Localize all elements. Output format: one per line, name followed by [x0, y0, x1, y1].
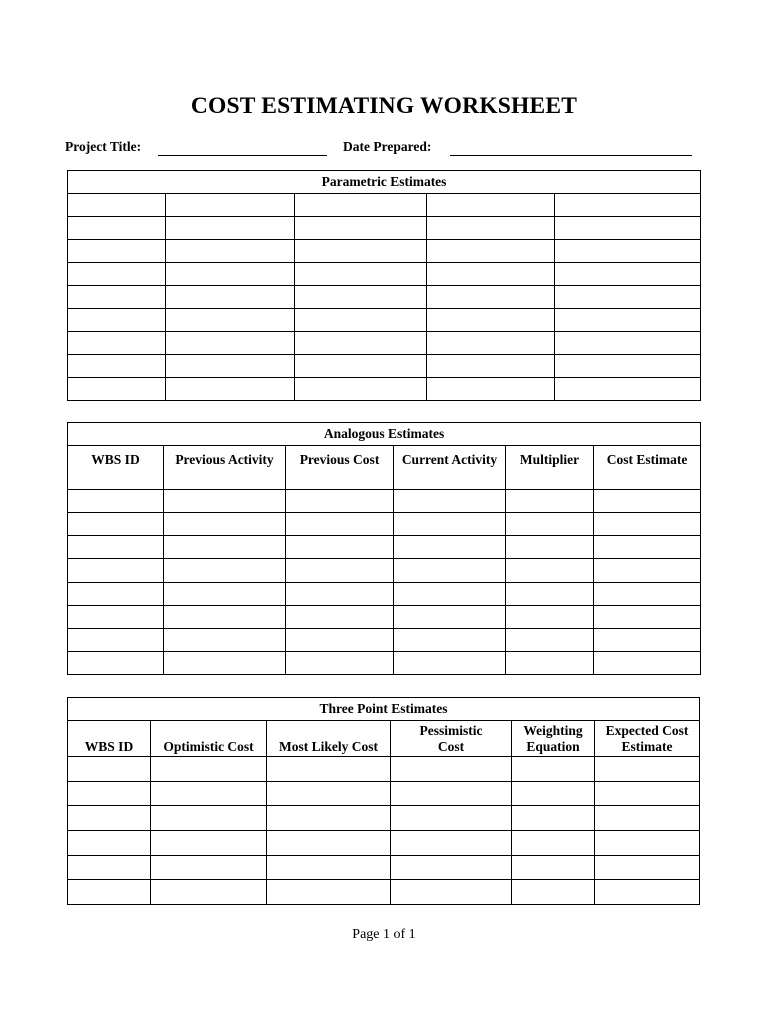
input-cell[interactable] [394, 605, 506, 628]
input-cell[interactable] [151, 806, 267, 831]
table-row [68, 263, 701, 286]
input-cell[interactable] [506, 605, 594, 628]
input-cell[interactable] [164, 559, 286, 582]
input-cell[interactable] [151, 855, 267, 880]
date-prepared-label: Date Prepared: [343, 139, 432, 154]
input-cell[interactable] [512, 757, 595, 782]
input-cell[interactable] [68, 605, 164, 628]
table-row [68, 855, 700, 880]
input-cell[interactable] [555, 240, 701, 263]
input-cell[interactable] [394, 536, 506, 559]
input-cell[interactable] [427, 378, 555, 401]
input-cell[interactable] [594, 513, 701, 536]
input-cell[interactable] [394, 490, 506, 513]
input-cell[interactable] [68, 378, 166, 401]
input-cell[interactable] [512, 781, 595, 806]
input-cell[interactable] [286, 513, 394, 536]
input-cell[interactable] [286, 559, 394, 582]
input-cell[interactable] [555, 355, 701, 378]
input-cell[interactable] [594, 651, 701, 674]
input-cell[interactable] [394, 513, 506, 536]
input-cell[interactable] [68, 757, 151, 782]
input-cell[interactable] [391, 830, 512, 855]
input-cell[interactable] [594, 536, 701, 559]
input-cell[interactable] [295, 332, 427, 355]
input-cell[interactable] [295, 309, 427, 332]
input-cell[interactable] [391, 781, 512, 806]
three-point-header-most-likely-cost: Most Likely Cost [267, 721, 391, 757]
table-row [68, 651, 701, 674]
input-cell[interactable] [164, 582, 286, 605]
input-cell[interactable] [295, 286, 427, 309]
input-cell[interactable] [68, 628, 164, 651]
input-cell[interactable] [68, 880, 151, 905]
input-cell[interactable] [555, 286, 701, 309]
input-cell[interactable] [68, 490, 164, 513]
input-cell[interactable] [594, 559, 701, 582]
table-row [68, 605, 701, 628]
input-cell[interactable] [391, 806, 512, 831]
input-cell[interactable] [594, 628, 701, 651]
input-cell[interactable] [295, 378, 427, 401]
parametric-caption: Parametric Estimates [68, 171, 701, 194]
three-point-header-expected-cost-estimate: Expected Cost Estimate [595, 721, 700, 757]
three-point-header-weighting-equation: Weighting Equation [512, 721, 595, 757]
input-cell[interactable] [68, 582, 164, 605]
input-cell[interactable] [391, 855, 512, 880]
table-row [68, 559, 701, 582]
input-cell[interactable] [512, 880, 595, 905]
analogous-header-previous-cost: Previous Cost [286, 446, 394, 490]
input-cell[interactable] [295, 194, 427, 217]
input-cell[interactable] [68, 355, 166, 378]
input-cell[interactable] [594, 582, 701, 605]
input-cell[interactable] [391, 757, 512, 782]
input-cell[interactable] [394, 651, 506, 674]
input-cell[interactable] [295, 217, 427, 240]
page-title: COST ESTIMATING WORKSHEET [190, 93, 578, 119]
table-row [68, 582, 701, 605]
input-cell[interactable] [595, 757, 700, 782]
table-row [68, 757, 700, 782]
input-cell[interactable] [595, 880, 700, 905]
input-cell[interactable] [512, 806, 595, 831]
analogous-caption: Analogous Estimates [68, 423, 701, 446]
three-point-body [68, 757, 700, 905]
parametric-body [68, 194, 701, 401]
input-cell[interactable] [164, 513, 286, 536]
project-title-field[interactable] [158, 155, 327, 156]
input-cell[interactable] [394, 582, 506, 605]
table-row [68, 628, 701, 651]
table-row [68, 880, 700, 905]
input-cell[interactable] [427, 309, 555, 332]
analogous-header-current-activity: Current Activity [394, 446, 506, 490]
input-cell[interactable] [267, 855, 391, 880]
analogous-header-cost-estimate: Cost Estimate [594, 446, 701, 490]
input-cell[interactable] [286, 651, 394, 674]
three-point-estimates-table [67, 697, 700, 905]
input-cell[interactable] [68, 263, 166, 286]
input-cell[interactable] [394, 628, 506, 651]
input-cell[interactable] [595, 806, 700, 831]
table-row [68, 286, 701, 309]
input-cell[interactable] [506, 536, 594, 559]
table-row [68, 309, 701, 332]
parametric-estimates-table [67, 170, 701, 401]
input-cell[interactable] [267, 781, 391, 806]
input-cell[interactable] [295, 355, 427, 378]
input-cell[interactable] [286, 582, 394, 605]
input-cell[interactable] [166, 217, 295, 240]
three-point-header-pessimistic-cost: Pessimistic Cost [391, 721, 512, 757]
input-cell[interactable] [595, 855, 700, 880]
input-cell[interactable] [164, 605, 286, 628]
input-cell[interactable] [512, 830, 595, 855]
input-cell[interactable] [555, 217, 701, 240]
three-point-header-wbs-id: WBS ID [68, 721, 151, 757]
input-cell[interactable] [68, 194, 166, 217]
input-cell[interactable] [267, 830, 391, 855]
input-cell[interactable] [267, 880, 391, 905]
input-cell[interactable] [427, 332, 555, 355]
input-cell[interactable] [68, 332, 166, 355]
input-cell[interactable] [295, 263, 427, 286]
input-cell[interactable] [68, 781, 151, 806]
table-row [68, 355, 701, 378]
input-cell[interactable] [68, 536, 164, 559]
analogous-estimates-table [67, 422, 701, 675]
table-row [68, 194, 701, 217]
table-row [68, 536, 701, 559]
input-cell[interactable] [595, 830, 700, 855]
input-cell[interactable] [151, 830, 267, 855]
table-row [68, 830, 700, 855]
input-cell[interactable] [164, 628, 286, 651]
table-row [68, 490, 701, 513]
input-cell[interactable] [506, 559, 594, 582]
input-cell[interactable] [506, 628, 594, 651]
input-cell[interactable] [286, 605, 394, 628]
input-cell[interactable] [166, 378, 295, 401]
input-cell[interactable] [68, 559, 164, 582]
input-cell[interactable] [166, 286, 295, 309]
input-cell[interactable] [68, 806, 151, 831]
table-row [68, 332, 701, 355]
input-cell[interactable] [391, 880, 512, 905]
input-cell[interactable] [164, 490, 286, 513]
input-cell[interactable] [68, 286, 166, 309]
input-cell[interactable] [166, 240, 295, 263]
input-cell[interactable] [68, 830, 151, 855]
input-cell[interactable] [394, 559, 506, 582]
table-row [68, 513, 701, 536]
input-cell[interactable] [555, 378, 701, 401]
input-cell[interactable] [68, 651, 164, 674]
project-title-label: Project Title: [65, 139, 142, 154]
input-cell[interactable] [427, 217, 555, 240]
input-cell[interactable] [506, 490, 594, 513]
input-cell[interactable] [506, 651, 594, 674]
table-row [68, 378, 701, 401]
input-cell[interactable] [555, 194, 701, 217]
analogous-header-multiplier: Multiplier [506, 446, 594, 490]
input-cell[interactable] [286, 536, 394, 559]
input-cell[interactable] [166, 332, 295, 355]
input-cell[interactable] [555, 263, 701, 286]
input-cell[interactable] [166, 263, 295, 286]
input-cell[interactable] [267, 806, 391, 831]
input-cell[interactable] [151, 781, 267, 806]
input-cell[interactable] [427, 286, 555, 309]
input-cell[interactable] [166, 309, 295, 332]
input-cell[interactable] [555, 309, 701, 332]
input-cell[interactable] [295, 240, 427, 263]
input-cell[interactable] [286, 628, 394, 651]
input-cell[interactable] [427, 240, 555, 263]
input-cell[interactable] [151, 757, 267, 782]
input-cell[interactable] [164, 536, 286, 559]
input-cell[interactable] [286, 490, 394, 513]
page-footer: Page 1 of 1 [352, 927, 416, 942]
input-cell[interactable] [166, 355, 295, 378]
input-cell[interactable] [151, 880, 267, 905]
input-cell[interactable] [68, 513, 164, 536]
input-cell[interactable] [68, 855, 151, 880]
table-row [68, 806, 700, 831]
input-cell[interactable] [164, 651, 286, 674]
input-cell[interactable] [68, 309, 166, 332]
input-cell[interactable] [555, 332, 701, 355]
three-point-header-optimistic-cost: Optimistic Cost [151, 721, 267, 757]
input-cell[interactable] [594, 605, 701, 628]
analogous-body [68, 490, 701, 675]
input-cell[interactable] [427, 355, 555, 378]
table-row [68, 781, 700, 806]
input-cell[interactable] [267, 757, 391, 782]
input-cell[interactable] [506, 513, 594, 536]
table-row [68, 240, 701, 263]
input-cell[interactable] [166, 194, 295, 217]
input-cell[interactable] [506, 582, 594, 605]
table-row [68, 217, 701, 240]
input-cell[interactable] [68, 240, 166, 263]
input-cell[interactable] [427, 194, 555, 217]
date-prepared-field[interactable] [450, 155, 692, 156]
input-cell[interactable] [427, 263, 555, 286]
input-cell[interactable] [512, 855, 595, 880]
input-cell[interactable] [68, 217, 166, 240]
analogous-header-wbs-id: WBS ID [68, 446, 164, 490]
analogous-header-previous-activity: Previous Activity [164, 446, 286, 490]
three-point-caption: Three Point Estimates [68, 698, 700, 721]
input-cell[interactable] [595, 781, 700, 806]
input-cell[interactable] [594, 490, 701, 513]
